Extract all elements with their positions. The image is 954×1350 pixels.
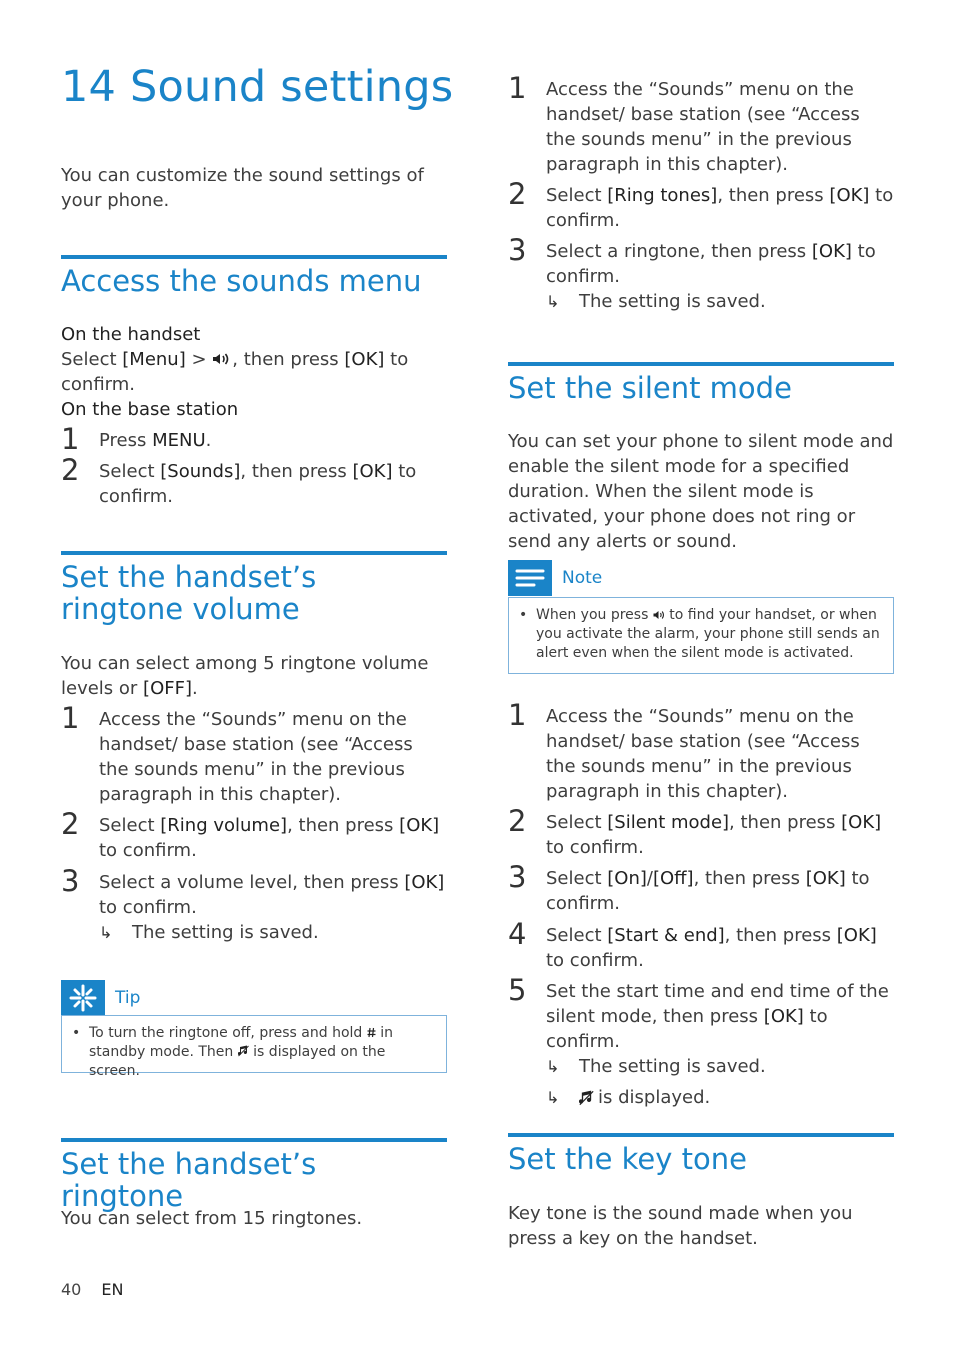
section-rule [508, 362, 894, 366]
heading-silent-mode: Set the silent mode [508, 371, 792, 405]
step-number: 3 [508, 860, 527, 894]
note-header [508, 560, 602, 596]
note-lines-icon [508, 560, 552, 596]
page-number: 40 [61, 1280, 82, 1299]
result-arrow-icon: ↳ [546, 292, 560, 311]
heading-key-tone: Set the key tone [508, 1142, 747, 1176]
chapter-title: 14 Sound settings [61, 62, 454, 112]
step-number: 2 [61, 807, 80, 841]
step-number: 3 [61, 864, 80, 898]
access-step-1: 1 Press MENU. [61, 422, 212, 456]
base-station-label: On the base station [61, 399, 239, 420]
ringtone-intro: You can select from 15 ringtones. [61, 1208, 363, 1229]
tip-header [61, 980, 140, 1016]
handset-label: On the handset [61, 324, 201, 345]
step-number: 2 [508, 177, 527, 211]
result-arrow-icon: ↳ [546, 1088, 560, 1107]
section-rule [508, 1133, 894, 1137]
handset-instruction: Select [Menu] > , then press [OK] to confirm. [61, 349, 409, 395]
speaker-icon [653, 610, 665, 620]
result-line: ↳ The setting is saved. [99, 922, 319, 943]
ringtone-step-2: 2 Select [Ring tones], then press [OK] to confirm. [508, 177, 894, 231]
step-number: 2 [508, 804, 527, 838]
step-number: 3 [508, 233, 527, 267]
result-line: ↳ The setting is saved. [546, 1056, 766, 1077]
speaker-icon [212, 352, 232, 366]
result-line: ↳ is displayed. [546, 1087, 711, 1108]
volume-step-2: 2 Select [Ring volume], then press [OK] to confirm. [61, 807, 440, 861]
heading-ringtone-volume: Set the handset’s ringtone volume [61, 560, 317, 626]
ringtone-step-3: 3 Select a ringtone, then press [OK] to confirm. ↳ The setting is saved. [508, 239, 894, 314]
silent-step-5: 5 Set the start time and end time of the silent mode, then press [OK] to confirm. ↳ The setting is saved. ↳ is displayed. [508, 979, 894, 1110]
access-step-2: 2 Select [Sounds], then press [OK] to confirm. [61, 453, 417, 507]
result-arrow-icon: ↳ [99, 923, 113, 942]
step-number: 1 [508, 71, 527, 105]
step-number: 1 [61, 701, 80, 735]
hash-key-icon [367, 1027, 376, 1038]
silent-intro: You can set your phone to silent mode and enable the silent mode for a specified duration. When the silent mode is activated, your phone does not ring or send any alerts or sound. [508, 431, 894, 552]
silent-bell-icon [579, 1090, 594, 1106]
volume-step-3: 3 Select a volume level, then press [OK] to confirm. ↳ The setting is saved. [61, 870, 447, 945]
sparkle-icon [61, 980, 105, 1016]
ringtone-step-1: 1 Access the “Sounds” menu on the handset/ base station (see “Access the sounds menu” in the previous paragraph in this chapter). [508, 71, 860, 175]
section-rule [61, 255, 447, 259]
volume-intro: You can select among 5 ringtone volume levels or [OFF]. [61, 653, 429, 699]
result-arrow-icon: ↳ [546, 1057, 560, 1076]
note-text: • When you press to find your handset, or when you activate the alarm, your phone still sends an alert even when the silent mode is activated. [519, 607, 880, 661]
silent-step-3: 3 Select [On]/[Off], then press [OK] to confirm. [508, 860, 870, 914]
heading-ringtone: Set the handset’s ringtone [61, 1147, 317, 1213]
silent-step-2: 2 Select [Silent mode], then press [OK] to confirm. [508, 804, 882, 858]
tip-label: Tip [115, 988, 141, 1008]
keytone-intro: Key tone is the sound made when you press a key on the handset. [508, 1203, 853, 1249]
note-box [508, 597, 894, 674]
tip-text: • To turn the ringtone off, press and hold in standby mode. Then is displayed on the screen. [72, 1025, 393, 1079]
tip-box [61, 1015, 447, 1079]
step-number: 4 [508, 917, 527, 951]
note-label: Note [562, 568, 603, 588]
section-rule [61, 1138, 447, 1142]
heading-access-sounds: Access the sounds menu [61, 264, 422, 298]
language-code: EN [101, 1280, 124, 1299]
intro-text: You can customize the sound settings of your phone. [61, 165, 424, 211]
step-number: 5 [508, 973, 527, 1007]
access-handset-block [61, 322, 447, 422]
result-line: ↳ The setting is saved. [546, 291, 766, 312]
silent-step-4: 4 Select [Start & end], then press [OK] to confirm. [508, 917, 877, 971]
volume-step-1: 1 Access the “Sounds” menu on the handset/ base station (see “Access the sounds menu” in the previous paragraph in this chapter). [61, 701, 413, 805]
step-number: 2 [61, 453, 80, 487]
step-number: 1 [61, 422, 80, 456]
step-number: 1 [508, 698, 527, 732]
page-footer [61, 1280, 123, 1299]
silent-bell-icon [238, 1045, 249, 1057]
silent-step-1: 1 Access the “Sounds” menu on the handset/ base station (see “Access the sounds menu” in the previous paragraph in this chapter). [508, 698, 860, 802]
section-rule [61, 551, 447, 555]
